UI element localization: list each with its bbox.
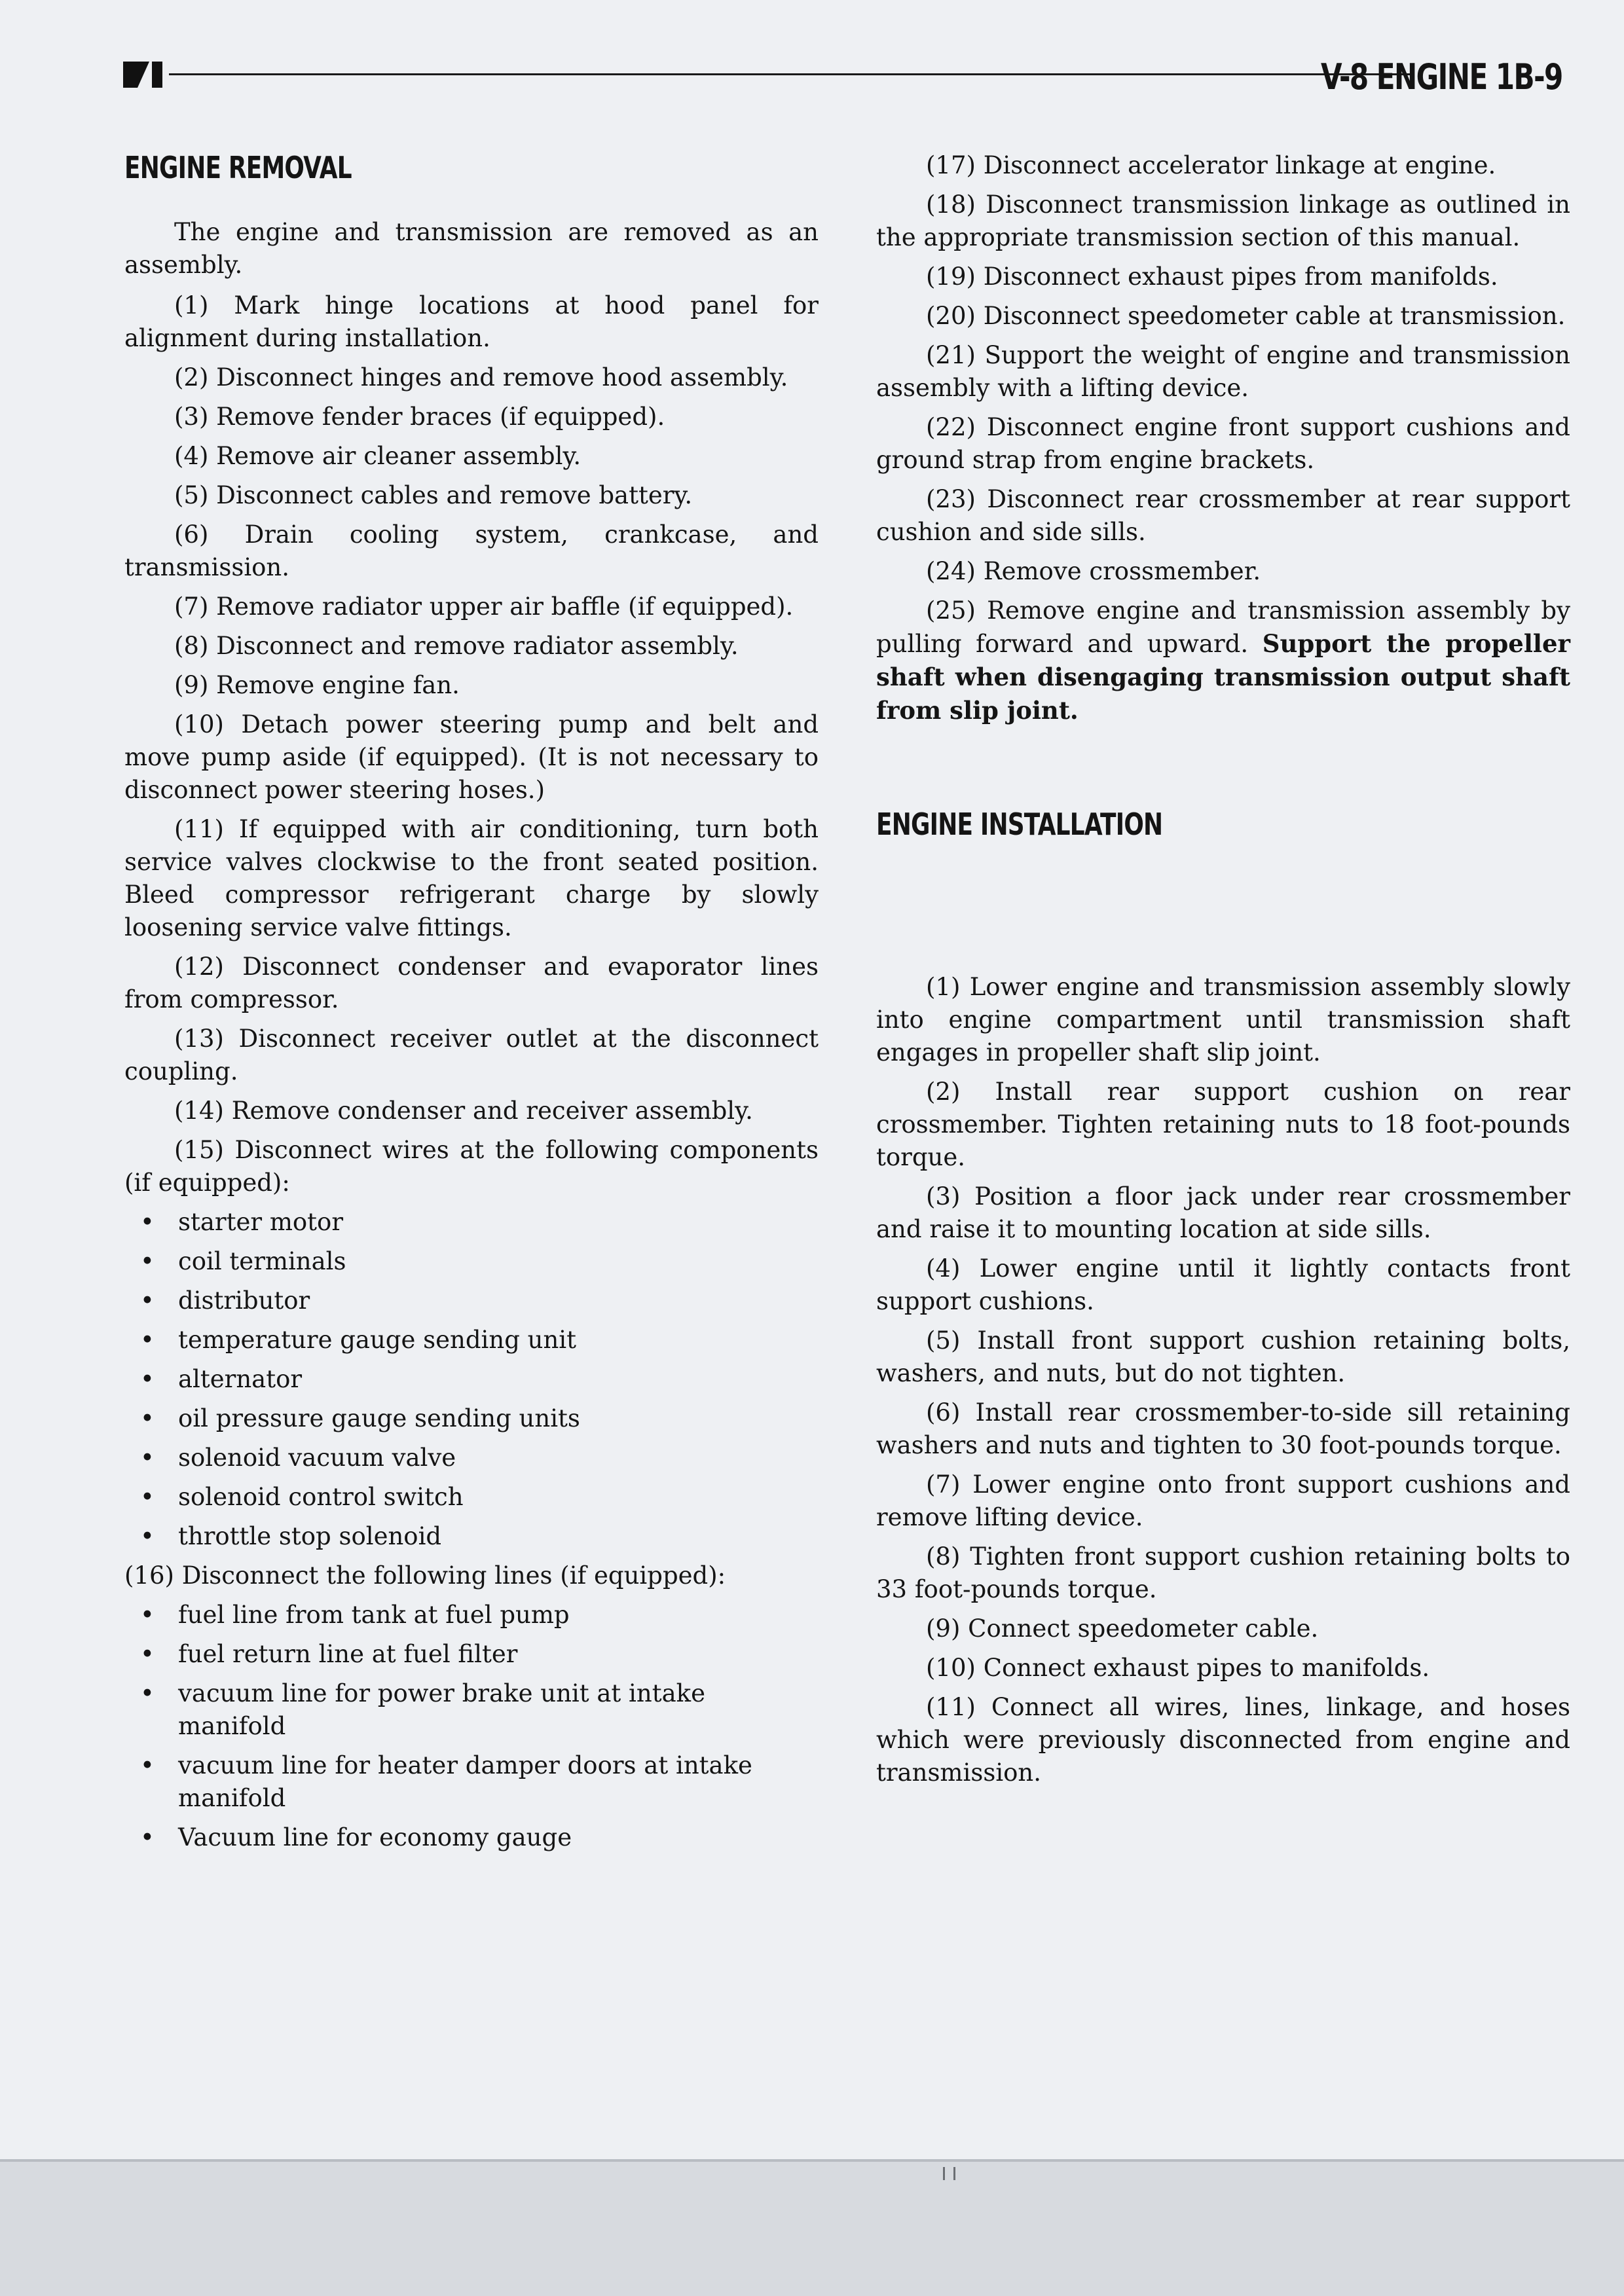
- list-item: • throttle stop solenoid: [124, 1520, 819, 1553]
- scan-bottom-edge: [0, 2159, 1624, 2296]
- list-item: • fuel line from tank at fuel pump: [124, 1599, 819, 1631]
- install-step: (1) Lower engine and transmission assembly slowly into engine compartment until transmission shaft engages in propeller shaft slip joint.: [876, 973, 1570, 1066]
- removal-step: (14) Remove condenser and receiver assembly.: [174, 1097, 753, 1125]
- list-item: • vacuum line for power brake unit at intake manifold: [124, 1677, 819, 1743]
- removal-step: (15) Disconnect wires at the following components (if equipped):: [124, 1136, 819, 1197]
- removal-step: (11) If equipped with air conditioning, turn both service valves clockwise to the front seated position. Bleed compressor refrigerant charge by slowly loosening service valve fittings.: [124, 815, 819, 941]
- list-item: • temperature gauge sending unit: [124, 1324, 819, 1357]
- list-item: • oil pressure gauge sending units: [124, 1402, 819, 1435]
- corner-logo-icon: [123, 62, 162, 88]
- list-item: • distributor: [124, 1285, 819, 1317]
- removal-step: (18) Disconnect transmission linkage as outlined in the appropriate transmission section of this manual.: [876, 191, 1570, 251]
- install-step: (3) Position a floor jack under rear crossmember and raise it to mounting location at side sills.: [876, 1182, 1570, 1243]
- removal-step: (6) Drain cooling system, crankcase, and transmission.: [124, 520, 819, 581]
- removal-step: (23) Disconnect rear crossmember at rear support cushion and side sills.: [876, 485, 1570, 546]
- list-item: • Vacuum line for economy gauge: [124, 1821, 819, 1854]
- page-title: V-8 ENGINE 1B-9: [1321, 56, 1562, 98]
- install-step: (2) Install rear support cushion on rear crossmember. Tighten retaining nuts to 18 foot-pounds torque.: [876, 1078, 1570, 1171]
- removal-step: (13) Disconnect receiver outlet at the disconnect coupling.: [124, 1025, 819, 1085]
- header-rule: [169, 73, 1413, 75]
- install-step: (7) Lower engine onto front support cushions and remove lifting device.: [876, 1470, 1570, 1531]
- engine-removal-heading: ENGINE REMOVAL: [124, 150, 352, 185]
- removal-step: (3) Remove fender braces (if equipped).: [174, 403, 665, 431]
- removal-step: (5) Disconnect cables and remove battery.: [174, 481, 693, 509]
- step-25-text: (25) Remove engine and transmission assembly by pulling forward and upward.: [876, 596, 1570, 658]
- removal-step: (19) Disconnect exhaust pipes from manifolds.: [926, 263, 1498, 291]
- removal-step-25: [876, 594, 1570, 727]
- removal-step: (2) Disconnect hinges and remove hood assembly.: [174, 363, 788, 392]
- left-column: [124, 149, 819, 1861]
- list-item: • solenoid vacuum valve: [124, 1442, 819, 1474]
- binding-mark: [943, 2167, 945, 2180]
- removal-step: (20) Disconnect speedometer cable at transmission.: [926, 302, 1566, 330]
- list-item: • solenoid control switch: [124, 1481, 819, 1514]
- removal-step: (22) Disconnect engine front support cushions and ground strap from engine brackets.: [876, 413, 1570, 474]
- removal-intro: The engine and transmission are removed as an assembly.: [124, 218, 819, 279]
- component-list: [124, 1206, 819, 1553]
- install-step: (10) Connect exhaust pipes to manifolds.: [926, 1654, 1430, 1682]
- install-step: (6) Install rear crossmember-to-side sill retaining washers and nuts and tighten to 30 foot-pounds torque.: [876, 1398, 1570, 1459]
- page-header: [123, 56, 1562, 98]
- install-step: (11) Connect all wires, lines, linkage, and hoses which were previously disconnected from engine and transmission.: [876, 1693, 1570, 1787]
- removal-step: (21) Support the weight of engine and transmission assembly with a lifting device.: [876, 341, 1570, 402]
- removal-step: (1) Mark hinge locations at hood panel for alignment during installation.: [124, 291, 819, 352]
- list-item: • alternator: [124, 1363, 819, 1396]
- removal-step: (7) Remove radiator upper air baffle (if equipped).: [174, 592, 794, 621]
- list-item: • vacuum line for heater damper doors at intake manifold: [124, 1749, 819, 1815]
- removal-step: (9) Remove engine fan.: [174, 671, 460, 699]
- list-item: • coil terminals: [124, 1245, 819, 1278]
- right-column: [876, 149, 1570, 1796]
- removal-step: (24) Remove crossmember.: [926, 557, 1261, 585]
- step-25-warning: Support the propeller shaft when disengaging transmission output shaft from slip joint.: [876, 629, 1570, 725]
- install-step: (8) Tighten front support cushion retaining bolts to 33 foot-pounds torque.: [876, 1542, 1570, 1603]
- removal-step: (4) Remove air cleaner assembly.: [174, 442, 581, 470]
- lines-list: [124, 1599, 819, 1854]
- list-item: • starter motor: [124, 1206, 819, 1239]
- install-step: (9) Connect speedometer cable.: [926, 1614, 1319, 1643]
- removal-step: (10) Detach power steering pump and belt and move pump aside (if equipped). (It is not necessary to disconnect power steering hoses.): [124, 710, 819, 804]
- install-step: (5) Install front support cushion retaining bolts, washers, and nuts, but do not tighten.: [876, 1326, 1570, 1387]
- page-edge: [0, 2159, 1624, 2162]
- engine-installation-heading: ENGINE INSTALLATION: [876, 807, 1163, 842]
- removal-step: (8) Disconnect and remove radiator assembly.: [174, 632, 739, 660]
- removal-step: (12) Disconnect condenser and evaporator lines from compressor.: [124, 953, 819, 1013]
- removal-step: (17) Disconnect accelerator linkage at engine.: [926, 151, 1496, 179]
- binding-mark: [953, 2167, 955, 2180]
- removal-step: (16) Disconnect the following lines (if equipped):: [124, 1561, 726, 1590]
- list-item: • fuel return line at fuel filter: [124, 1638, 819, 1671]
- install-step: (4) Lower engine until it lightly contacts front support cushions.: [876, 1254, 1570, 1315]
